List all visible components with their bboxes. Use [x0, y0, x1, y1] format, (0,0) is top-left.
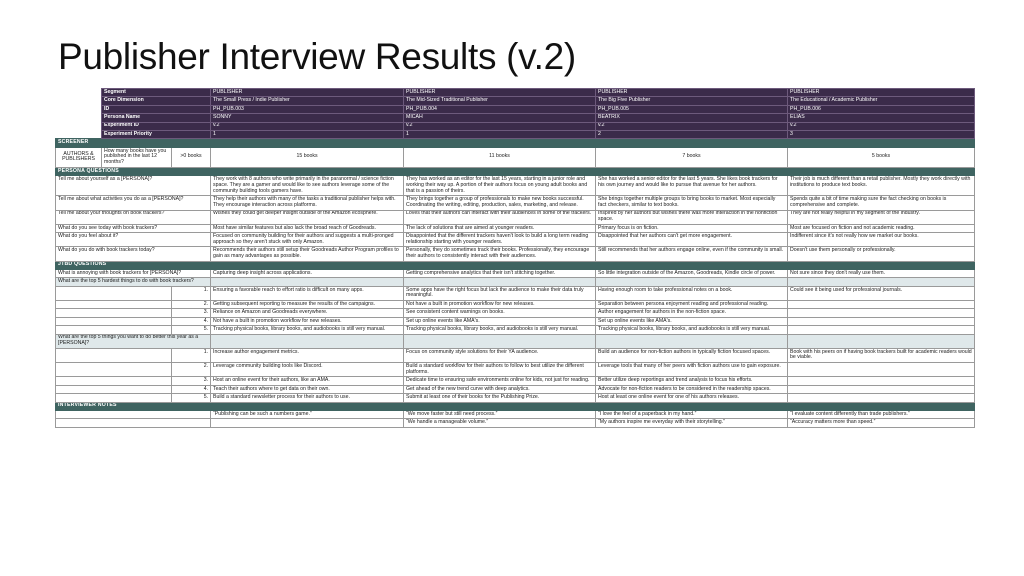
answer-cell — [788, 377, 975, 385]
answer-cell: So little integration outside of the Amazon, Goodreads, Kindle circle of power. — [596, 270, 788, 278]
persona-question-row — [56, 196, 975, 210]
answer-cell: Focused on community building for their authors and suggests a multi-pronged approach so they aren't stuck with only Amazon. — [211, 233, 404, 247]
answer-cell: Focus on community style solutions for their YA audience. — [404, 348, 596, 362]
answer-cell: Disappointed that the different trackers haven't look to build a long term reading relationship starting with younger readers. — [404, 233, 596, 247]
rank-number: 4. — [172, 385, 211, 393]
jtbd-ranked-row — [56, 394, 975, 402]
screener-answer: 5 books — [788, 147, 975, 167]
header-value: PH_PUB.004 — [404, 105, 596, 113]
answer-cell: See consistent content warnings on books. — [404, 309, 596, 317]
empty-cell — [56, 301, 172, 309]
answer-cell — [788, 363, 975, 377]
answer-cell: Dedicate time to ensuring safe environments online for kids, not just for reading. — [404, 377, 596, 385]
answer-cell: She brings together multiple groups to bring books to market. Most especially fact checkers, similar to text books. — [596, 196, 788, 210]
header-value: PH_PUB.006 — [788, 105, 975, 113]
section-label: PERSONA QUESTIONS — [56, 167, 975, 175]
rank-number: 5. — [172, 394, 211, 402]
answer-cell — [788, 309, 975, 317]
question-text: What are the top 5 hardest things to do with book trackers? — [56, 278, 211, 286]
header-value: PUBLISHER — [211, 89, 404, 97]
answer-cell: Reliance on Amazon and Goodreads everywhere. — [211, 309, 404, 317]
answer-cell: Host at least one online event for one of his authors releases. — [596, 394, 788, 402]
header-spacer — [56, 89, 102, 97]
jtbd-question-band — [56, 334, 975, 348]
question-text: What is annoying with book trackers for [PERSONA]? — [56, 270, 211, 278]
answer-cell: Leverage tools that many of her peers with fiction authors use to gain exposure. — [596, 363, 788, 377]
empty-cell — [788, 278, 975, 286]
answer-cell: Getting subsequent reporting to measure the results of the campaigns. — [211, 301, 404, 309]
answer-cell: They are not really helpful in my segment of the industry. — [788, 210, 975, 224]
rank-number: 2. — [172, 301, 211, 309]
header-value: PH_PUB.005 — [596, 105, 788, 113]
answer-cell: Build an audience for non-fiction authors in typically fiction focused spaces. — [596, 348, 788, 362]
answer-cell — [788, 317, 975, 325]
section-jtbd-questions — [56, 261, 975, 269]
header-value: PUBLISHER — [788, 89, 975, 97]
answer-cell: Leverage community building tools like Discord. — [211, 363, 404, 377]
note-quote: “Publishing can be such a numbers game.” — [211, 410, 404, 418]
screener-row — [56, 147, 975, 167]
empty-cell — [56, 317, 172, 325]
answer-cell: Ensuring a favorable reach to effort ratio is difficult on many apps. — [211, 286, 404, 300]
header-row-experiment-priority — [56, 131, 975, 139]
header-row-core-dimension — [56, 97, 975, 105]
header-spacer — [56, 131, 102, 139]
answer-cell: Set up online events like AMA's. — [404, 317, 596, 325]
answer-cell: Capturing deep insight across applications. — [211, 270, 404, 278]
question-text: Tell me about yourself as a [PERSONA]? — [56, 176, 211, 196]
persona-question-row — [56, 176, 975, 196]
answer-cell: The lack of solutions that are aimed at younger readers. — [404, 224, 596, 232]
rank-number: 4. — [172, 317, 211, 325]
header-label: Core Dimension — [102, 97, 211, 105]
empty-cell — [56, 394, 172, 402]
header-value: v.2 — [788, 122, 975, 130]
empty-cell — [56, 309, 172, 317]
screener-answer: 11 books — [404, 147, 596, 167]
answer-cell: They help their authors with many of the tasks a traditional publisher helps with. They encourage interaction across platforms. — [211, 196, 404, 210]
jtbd-ranked-row — [56, 286, 975, 300]
screener-question: How many books have you published in the last 12 months? — [102, 147, 172, 167]
header-value: SONNY — [211, 114, 404, 122]
empty-cell — [404, 278, 596, 286]
header-spacer — [56, 122, 102, 130]
jtbd-ranked-row — [56, 385, 975, 393]
header-label: Experiment Priority — [102, 131, 211, 139]
header-value: ELIAS — [788, 114, 975, 122]
empty-cell — [56, 377, 172, 385]
rank-number: 3. — [172, 309, 211, 317]
rank-number: 1. — [172, 348, 211, 362]
header-value: PUBLISHER — [404, 89, 596, 97]
answer-cell: Build a standard newsletter process for their authors to use. — [211, 394, 404, 402]
note-row — [56, 419, 975, 427]
question-text: What are the top 5 things you want to do better this year as a [PERSONA]? — [56, 334, 211, 348]
header-row-segment — [56, 89, 975, 97]
header-label: Segment — [102, 89, 211, 97]
header-value: The Big Five Publisher — [596, 97, 788, 105]
empty-cell — [211, 278, 404, 286]
section-persona-questions — [56, 167, 975, 175]
answer-cell: Indifferent since it's not really how we market our books. — [788, 233, 975, 247]
answer-cell: Inspired by her authors but wishes there was more interaction in the nonfiction space. — [596, 210, 788, 224]
empty-cell — [404, 334, 596, 348]
header-value: The Small Press / Indie Publisher — [211, 97, 404, 105]
answer-cell: Increase author engagement metrics. — [211, 348, 404, 362]
header-value: MICAH — [404, 114, 596, 122]
answer-cell: Having enough room to take professional notes on a book. — [596, 286, 788, 300]
note-quote: “Accuracy matters more than speed.” — [788, 419, 975, 427]
answer-cell: Wishes they could get deeper insight outside of the Amazon ecosphere. — [211, 210, 404, 224]
empty-cell — [596, 334, 788, 348]
jtbd-ranked-row — [56, 377, 975, 385]
answer-cell: Loves that their authors can interact with their audiences in some of the trackers. — [404, 210, 596, 224]
empty-cell — [56, 348, 172, 362]
header-value: 2 — [596, 131, 788, 139]
header-label: ID — [102, 105, 211, 113]
jtbd-ranked-row — [56, 301, 975, 309]
note-row — [56, 410, 975, 418]
header-row-persona-name — [56, 114, 975, 122]
header-spacer — [56, 114, 102, 122]
answer-cell: She has worked a senior editor for the last 5 years. She likes book trackers for his own journey and would like to pursue that avenue for her authors. — [596, 176, 788, 196]
persona-question-row — [56, 210, 975, 224]
question-text: What do you see today with book trackers? — [56, 224, 211, 232]
jtbd-ranked-row — [56, 348, 975, 362]
header-value: v.2 — [596, 122, 788, 130]
answer-cell: Book with his peers on if having book trackers built for academic readers would be viable. — [788, 348, 975, 362]
answer-cell: Tracking physical books, library books, and audiobooks is still very manual. — [404, 326, 596, 334]
empty-cell — [56, 385, 172, 393]
answer-cell: Could see it being used for professional journals. — [788, 286, 975, 300]
answer-cell: Primary focus is on fiction. — [596, 224, 788, 232]
section-label: INTERVIEWER NOTES — [56, 402, 975, 410]
answer-cell: Most have similar features but also lack the broad reach of Goodreads. — [211, 224, 404, 232]
empty-cell — [56, 363, 172, 377]
header-value: v.2 — [211, 122, 404, 130]
header-value: BEATRIX — [596, 114, 788, 122]
jtbd-question-row — [56, 270, 975, 278]
section-label: JTBD QUESTIONS — [56, 261, 975, 269]
header-value: PUBLISHER — [596, 89, 788, 97]
header-value: 1 — [404, 131, 596, 139]
question-text: What do you do with book trackers today? — [56, 247, 211, 261]
jtbd-ranked-row — [56, 326, 975, 334]
screener-answer: 7 books — [596, 147, 788, 167]
section-screener — [56, 139, 975, 147]
answer-cell: Not have a built in promotion workflow for new releases. — [404, 301, 596, 309]
empty-cell — [596, 278, 788, 286]
note-quote: “We handle a manageable volume.” — [404, 419, 596, 427]
answer-cell: Getting comprehensive analytics that their isn't stitching together. — [404, 270, 596, 278]
note-quote — [211, 419, 404, 427]
answer-cell: Build a standard workflow for their authors to follow to best utilize the different platforms. — [404, 363, 596, 377]
answer-cell: Disappointed that her authors can't get more engagement. — [596, 233, 788, 247]
answer-cell: Not have a built in promotion workflow for new releases. — [211, 317, 404, 325]
header-value: v.2 — [404, 122, 596, 130]
section-interviewer-notes — [56, 402, 975, 410]
jtbd-question-band — [56, 278, 975, 286]
header-value: The Mid-Sized Traditional Publisher — [404, 97, 596, 105]
answer-cell: Submit at least one of their books for the Publishing Prize. — [404, 394, 596, 402]
header-row-experiment-id — [56, 122, 975, 130]
answer-cell: Tracking physical books, library books, and audiobooks is still very manual. — [596, 326, 788, 334]
answer-cell: Host an online event for their authors, like an AMA. — [211, 377, 404, 385]
jtbd-ranked-row — [56, 309, 975, 317]
answer-cell: They has worked as an editor for the last 15 years, starting in a junior role and working their way up. A portion of their authors focus on young adult books and that is a passion of theirs. — [404, 176, 596, 196]
section-label: SCREENER — [56, 139, 975, 147]
question-text: Tell me about your thoughts on book trackers? — [56, 210, 211, 224]
note-quote: “I evaluate content differently than trade publishers.” — [788, 410, 975, 418]
answer-cell: Spends quite a bit of time making sure the fact checking on books is comprehensive and complete. — [788, 196, 975, 210]
answer-cell: Better utilize deep reportings and trend analysis to focus his efforts. — [596, 377, 788, 385]
question-text: What do you feel about it? — [56, 233, 211, 247]
rank-number: 2. — [172, 363, 211, 377]
header-label: Persona Name — [102, 114, 211, 122]
header-row-id — [56, 105, 975, 113]
rank-number: 5. — [172, 326, 211, 334]
screener-criterion: >0 books — [172, 147, 211, 167]
answer-cell: Most are focused on fiction and not academic reading. — [788, 224, 975, 232]
header-label: Experiment ID — [102, 122, 211, 130]
answer-cell: Get ahead of the new trend curve with deep analytics. — [404, 385, 596, 393]
question-text: Tell me about what activities you do as a [PERSONA]? — [56, 196, 211, 210]
answer-cell: Still recommends that her authors engage online, even if the community is small. — [596, 247, 788, 261]
empty-cell — [788, 334, 975, 348]
persona-question-row — [56, 233, 975, 247]
answer-cell — [788, 301, 975, 309]
header-value: The Educational / Academic Publisher — [788, 97, 975, 105]
note-quote: “We move faster but still need process.” — [404, 410, 596, 418]
answer-cell: Some apps have the right focus but lack the audience to make their data truly meaningful. — [404, 286, 596, 300]
answer-cell: Not sure since they don't really use them. — [788, 270, 975, 278]
answer-cell: Advocate for non-fiction readers to be considered in the readership spaces. — [596, 385, 788, 393]
empty-cell — [56, 286, 172, 300]
screener-group: AUTHORS & PUBLISHERS — [56, 147, 102, 167]
answer-cell: Separation between persona enjoyment reading and professional reading. — [596, 301, 788, 309]
answer-cell: Tracking physical books, library books, and audiobooks is still very manual. — [211, 326, 404, 334]
empty-cell — [56, 410, 211, 418]
answer-cell: Doesn't use them personally or professionally. — [788, 247, 975, 261]
empty-cell — [56, 419, 211, 427]
answer-cell: They brings together a group of professionals to make new books successful. Coordinating the writing, editing, production, sales, marketing, and release. — [404, 196, 596, 210]
header-value: 1 — [211, 131, 404, 139]
answer-cell: They work with 8 authors who write primarily in the paranormal / science fiction space. They are a gamer and would like to see authors leverage some of the community building tools gamers have. — [211, 176, 404, 196]
header-value: PH_PUB.003 — [211, 105, 404, 113]
rank-number: 3. — [172, 377, 211, 385]
interview-results-table — [55, 88, 975, 428]
header-spacer — [56, 105, 102, 113]
jtbd-ranked-row — [56, 317, 975, 325]
answer-cell: Recommends their authors still setup their Goodreads Author Program profiles to gain as many advantages as possible. — [211, 247, 404, 261]
screener-answer: 15 books — [211, 147, 404, 167]
answer-cell: Personally, they do sometimes track their books. Professionally, they encourage their authors to consistently interact with their audiences. — [404, 247, 596, 261]
persona-question-row — [56, 247, 975, 261]
empty-cell — [211, 334, 404, 348]
answer-cell: Their job is much different than a retail publisher. Mostly they work directly with institutions to produce text books. — [788, 176, 975, 196]
answer-cell: Set up online events like AMA's. — [596, 317, 788, 325]
jtbd-ranked-row — [56, 363, 975, 377]
empty-cell — [56, 326, 172, 334]
slide-title: Publisher Interview Results (v.2) — [58, 36, 576, 77]
answer-cell — [788, 394, 975, 402]
note-quote: “My authors inspire me everyday with their storytelling.” — [596, 419, 788, 427]
answer-cell: Author engagement for authors in the non-fiction space. — [596, 309, 788, 317]
persona-question-row — [56, 224, 975, 232]
rank-number: 1. — [172, 286, 211, 300]
answer-cell — [788, 385, 975, 393]
answer-cell — [788, 326, 975, 334]
note-quote: “I love the feel of a paperback in my hand.” — [596, 410, 788, 418]
answer-cell: Teach their authors where to get data on their own. — [211, 385, 404, 393]
header-spacer — [56, 97, 102, 105]
header-value: 3 — [788, 131, 975, 139]
